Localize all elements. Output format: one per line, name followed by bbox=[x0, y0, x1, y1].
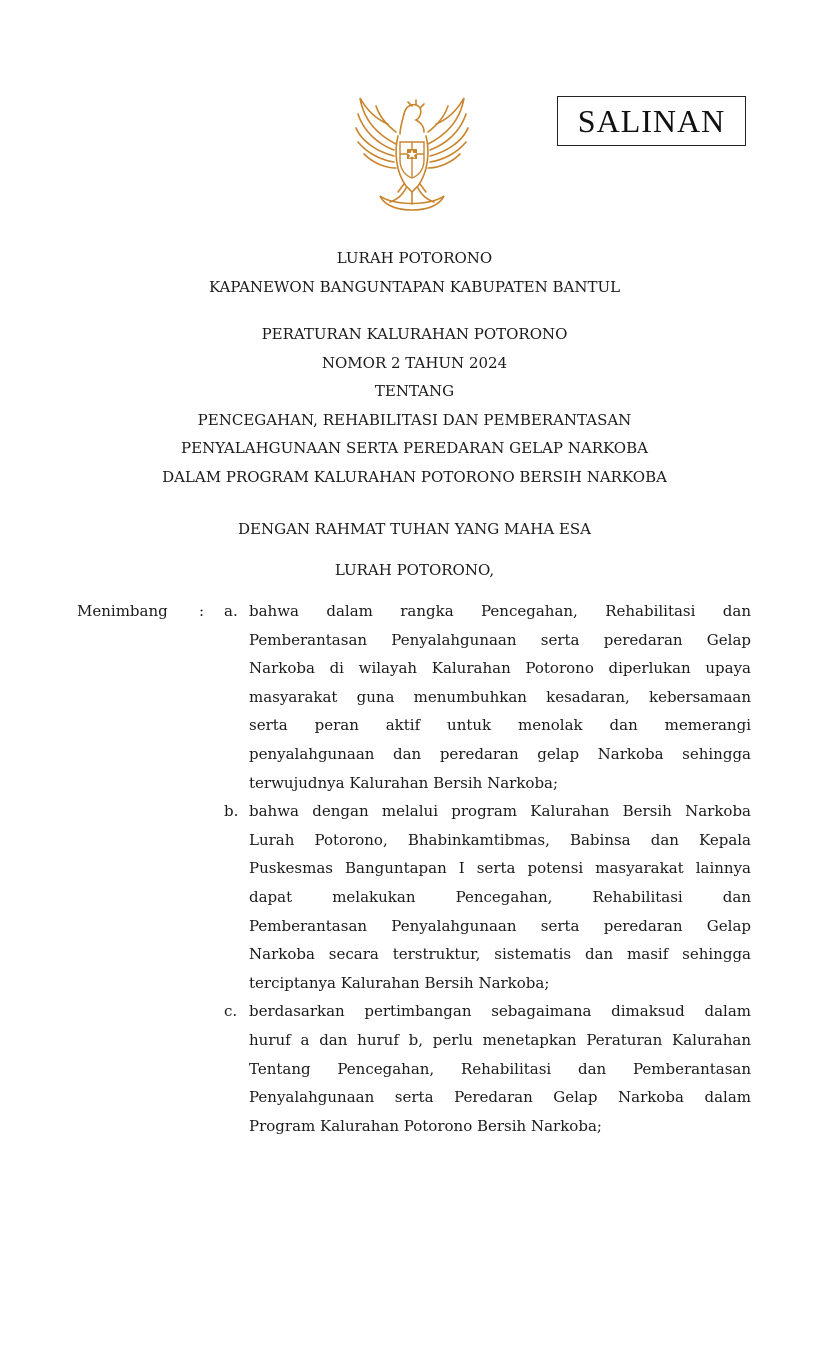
considering-item-line: Lurah Potorono, Bhabinkamtibmas, Babinsa dan Kepala bbox=[249, 830, 751, 849]
considering-item-line: Tentang Pencegahan, Rehabilitasi dan Pemberantasan bbox=[249, 1059, 751, 1078]
considering-item-marker: c. bbox=[224, 1002, 238, 1021]
considering-item-marker: b. bbox=[224, 802, 239, 821]
considering-item-line: Narkoba secara terstruktur, sistematis dan masif sehingga bbox=[249, 945, 751, 964]
considering-item-line: dapat melakukan Pencegahan, Rehabilitasi dan bbox=[249, 888, 751, 906]
preamble-blessing: DENGAN RAHMAT TUHAN YANG MAHA ESA bbox=[238, 520, 591, 538]
regulation-title: PERATURAN KALURAHAN POTORONO bbox=[261, 325, 568, 343]
considering-item-line: terciptanya Kalurahan Bersih Narkoba; bbox=[249, 973, 550, 992]
considering-item-line: Penyalahgunaan serta Peredaran Gelap Narkoba dalam bbox=[249, 1088, 751, 1107]
considering-item-marker: a. bbox=[224, 602, 238, 620]
regulation-number: NOMOR 2 TAHUN 2024 bbox=[321, 354, 508, 372]
considering-item-line: bahwa dalam rangka Pencegahan, Rehabilitasi dan bbox=[249, 602, 751, 620]
considering-label: Menimbang bbox=[77, 602, 168, 620]
header-issuer: LURAH POTORONO bbox=[336, 249, 493, 267]
considering-item-line: Pemberantasan Penyalahgunaan serta peredaran Gelap bbox=[249, 630, 751, 649]
considering-item-line: bahwa dengan melalui program Kalurahan Bersih Narkoba bbox=[249, 802, 751, 821]
considering-colon: : bbox=[199, 602, 205, 620]
considering-item-line: huruf a dan huruf b, perlu menetapkan Peraturan Kalurahan bbox=[249, 1031, 751, 1049]
considering-item-line: terwujudnya Kalurahan Bersih Narkoba; bbox=[249, 773, 559, 792]
regulation-about: TENTANG bbox=[374, 382, 455, 400]
salinan-stamp: SALINAN bbox=[557, 96, 746, 146]
regulation-subject-line-2: PENYALAHGUNAAN SERTA PEREDARAN GELAP NARKOBA bbox=[181, 439, 648, 457]
considering-item-line: Narkoba di wilayah Kalurahan Potorono diperlukan upaya bbox=[249, 659, 751, 678]
regulation-subject-line-3: DALAM PROGRAM KALURAHAN POTORONO BERSIH NARKOBA bbox=[162, 468, 667, 486]
considering-item-line: serta peran aktif untuk menolak dan memerangi bbox=[249, 716, 751, 735]
header-region: KAPANEWON BANGUNTAPAN KABUPATEN BANTUL bbox=[208, 278, 621, 296]
considering-item-line: penyalahgunaan dan peredaran gelap Narkoba sehingga bbox=[249, 745, 751, 763]
garuda-pancasila-emblem-icon bbox=[350, 92, 474, 220]
considering-item-line: Puskesmas Banguntapan I serta potensi masyarakat lainnya bbox=[249, 859, 751, 878]
considering-item-line: berdasarkan pertimbangan sebagaimana dimaksud dalam bbox=[249, 1002, 751, 1021]
preamble-issuer: LURAH POTORONO, bbox=[334, 561, 495, 579]
considering-item-line: Program Kalurahan Potorono Bersih Narkoba; bbox=[249, 1116, 602, 1135]
considering-item-line: masyarakat guna menumbuhkan kesadaran, kebersamaan bbox=[249, 687, 751, 706]
considering-item-line: Pemberantasan Penyalahgunaan serta peredaran Gelap bbox=[249, 916, 751, 935]
regulation-subject-line-1: PENCEGAHAN, REHABILITASI DAN PEMBERANTASAN bbox=[197, 411, 632, 429]
